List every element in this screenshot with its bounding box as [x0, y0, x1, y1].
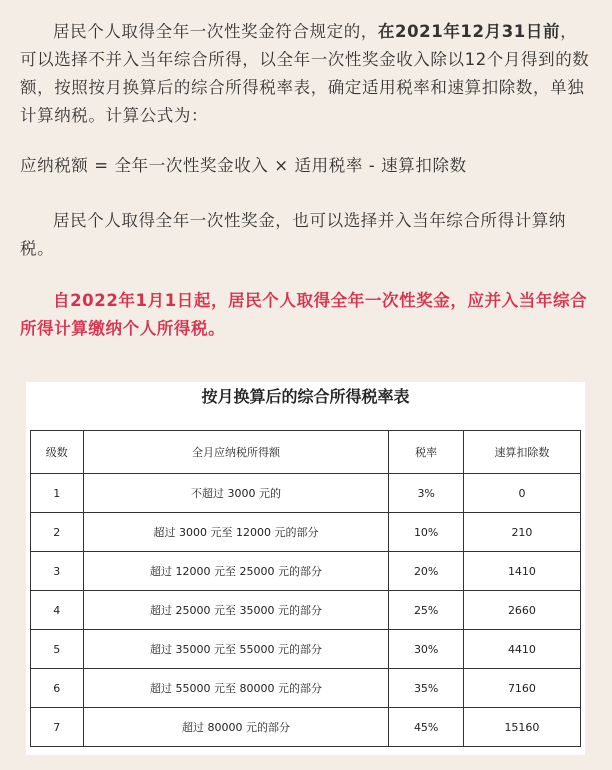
table-row	[31, 552, 581, 591]
cell-tax-rate: 10%	[389, 513, 463, 552]
cell-quick-deduction: 1410	[463, 552, 580, 591]
cell-level: 4	[31, 591, 84, 630]
cell-quick-deduction: 210	[463, 513, 580, 552]
article-body	[20, 14, 594, 343]
cell-income-range: 超过 55000 元至 80000 元的部分	[83, 669, 389, 708]
cell-tax-rate: 45%	[389, 708, 463, 747]
cell-quick-deduction: 7160	[463, 669, 580, 708]
table-title: 按月换算后的综合所得税率表	[201, 387, 410, 406]
table-row	[31, 630, 581, 669]
cell-level: 3	[31, 552, 84, 591]
cell-level: 2	[31, 513, 84, 552]
cell-income-range: 超过 80000 元的部分	[83, 708, 389, 747]
table-row	[31, 591, 581, 630]
paragraph-lump-sum-option	[20, 18, 594, 130]
cell-income-range: 超过 25000 元至 35000 元的部分	[83, 591, 389, 630]
cell-income-range: 超过 3000 元至 12000 元的部分	[83, 513, 389, 552]
table-row	[31, 474, 581, 513]
header-level: 级数	[31, 431, 84, 474]
cell-tax-rate: 30%	[389, 630, 463, 669]
cell-level: 7	[31, 708, 84, 747]
cell-level: 5	[31, 630, 84, 669]
tax-rate-table	[30, 430, 581, 747]
table-row	[31, 708, 581, 747]
cell-level: 1	[31, 474, 84, 513]
deadline-highlight: 在2021年12月31日前	[377, 22, 561, 41]
cell-income-range: 不超过 3000 元的	[83, 474, 389, 513]
tax-formula: 应纳税额 = 全年一次性奖金收入 × 适用税率 - 速算扣除数	[20, 156, 467, 175]
cell-level: 6	[31, 669, 84, 708]
tax-rate-table-card	[26, 382, 585, 755]
cell-income-range: 超过 12000 元至 25000 元的部分	[83, 552, 389, 591]
header-quick-deduction: 速算扣除数	[463, 431, 580, 474]
table-row	[31, 669, 581, 708]
table-row	[31, 513, 581, 552]
cell-quick-deduction: 4410	[463, 630, 580, 669]
cell-quick-deduction: 2660	[463, 591, 580, 630]
cell-tax-rate: 20%	[389, 552, 463, 591]
cell-quick-deduction: 15160	[463, 708, 580, 747]
cell-income-range: 超过 35000 元至 55000 元的部分	[83, 630, 389, 669]
paragraph-2022-rule: 自2022年1月1日起，居民个人取得全年一次性奖金，应并入当年综合所得计算缴纳个人所得税。	[20, 291, 588, 338]
cell-quick-deduction: 0	[463, 474, 580, 513]
paragraph-text: ，可以选择不并入当年综合所得，以全年一次性奖金收入除以12个月得到的数额，按照按月换算后的综合所得税率表，确定适用税率和速算扣除数，单独计算纳税。计算公式为：	[20, 22, 590, 125]
paragraph-combined-option: 居民个人取得全年一次性奖金，也可以选择并入当年综合所得计算纳税。	[20, 211, 566, 258]
paragraph-text: 居民个人取得全年一次性奖金符合规定的，	[53, 22, 378, 41]
table-header-row	[31, 431, 581, 474]
cell-tax-rate: 25%	[389, 591, 463, 630]
header-monthly-income: 全月应纳税所得额	[83, 431, 389, 474]
cell-tax-rate: 3%	[389, 474, 463, 513]
header-tax-rate: 税率	[389, 431, 463, 474]
cell-tax-rate: 35%	[389, 669, 463, 708]
